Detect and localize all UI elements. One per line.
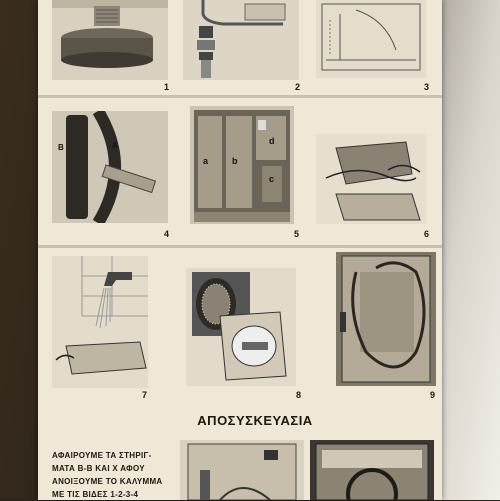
rinse-drawer-illustration bbox=[52, 256, 148, 388]
machine-back-illustration bbox=[310, 440, 434, 500]
compartment-label: c bbox=[269, 174, 275, 184]
figure-3-panel bbox=[316, 0, 426, 78]
figure-9-panel bbox=[336, 252, 436, 386]
figure-number: 6 bbox=[424, 229, 430, 239]
door-lever-illustration bbox=[52, 111, 168, 223]
compartment-label: b bbox=[232, 156, 238, 166]
instruction-line: ΑΦΑΙΡΟΥΜΕ ΤΑ ΣΤΗΡΙΓ- bbox=[52, 451, 152, 460]
part-label: A bbox=[112, 141, 118, 150]
compartment-label: d bbox=[269, 136, 275, 146]
figure-number: 2 bbox=[295, 82, 301, 92]
compartment-label: a bbox=[203, 156, 209, 166]
fold-line bbox=[38, 95, 442, 98]
technical-drawing-illustration bbox=[316, 0, 426, 78]
unpacking-figure-left bbox=[180, 440, 304, 500]
figure-8-panel bbox=[186, 268, 296, 386]
section-heading: ΑΠΟΣΥΣΚΕΥΑΣΙΑ bbox=[197, 413, 313, 428]
figure-number: 8 bbox=[296, 390, 302, 400]
figure-4-panel bbox=[52, 111, 168, 223]
part-label: B bbox=[58, 143, 64, 152]
figure-6-panel bbox=[316, 134, 426, 224]
unpacking-figure-right bbox=[310, 440, 434, 500]
figure-number: 1 bbox=[164, 82, 170, 92]
instruction-line: ΜΑΤΑ Β-Β ΚΑΙ Χ ΑΦΟΥ bbox=[52, 464, 145, 473]
machine-top-illustration bbox=[180, 440, 304, 500]
instruction-line: ΑΝΟΙΞΟΥΜΕ ΤΟ ΚΑΛΥΜΜΑ bbox=[52, 477, 163, 486]
figure-number: 9 bbox=[430, 390, 436, 400]
leveling-foot-illustration bbox=[52, 0, 168, 80]
instruction-line: ΜΕ ΤΙΣ ΒΙΔΕΣ 1-2-3-4 bbox=[52, 490, 139, 499]
hose-connector-illustration bbox=[183, 0, 299, 80]
figure-5-panel bbox=[190, 106, 294, 224]
machine-hose-illustration bbox=[336, 252, 436, 386]
figure-number: 3 bbox=[424, 82, 430, 92]
unpacking-instructions bbox=[52, 449, 180, 501]
figure-number: 4 bbox=[164, 229, 170, 239]
figure-number: 7 bbox=[142, 390, 148, 400]
figure-number: 5 bbox=[294, 229, 300, 239]
fold-line bbox=[38, 245, 442, 248]
drawer-removal-illustration bbox=[316, 134, 426, 224]
figure-7-panel bbox=[52, 256, 148, 388]
figure-1-panel bbox=[52, 0, 168, 80]
pump-filter-illustration bbox=[186, 268, 296, 386]
figure-2-panel bbox=[183, 0, 299, 80]
